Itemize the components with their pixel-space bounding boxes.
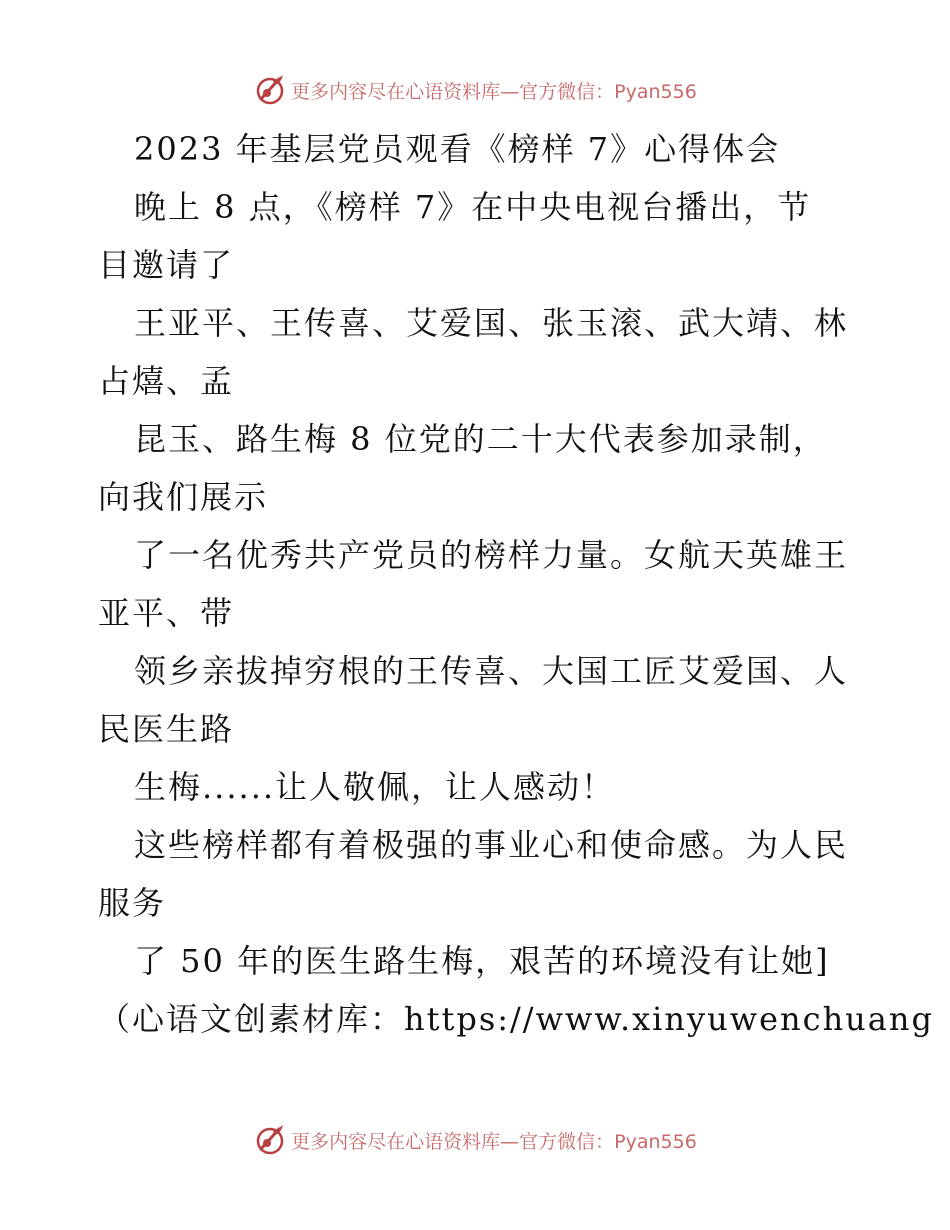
document-line: 了一名优秀共产党员的榜样力量。女航天英雄王	[134, 536, 849, 574]
header-banner	[0, 70, 950, 110]
document-line: 晚上 8 点，《榜样 7》在中央电视台播出，节	[134, 188, 812, 226]
footer-banner	[0, 1120, 950, 1160]
document-body	[98, 120, 934, 1048]
document-line: 了 50 年的医生路生梅，艰苦的环境没有让她]	[134, 942, 830, 980]
banner-text: 更多内容尽在心语资料库—官方微信：Pyan556	[291, 80, 697, 103]
document-line: 生梅......让人敬佩，让人感动！	[134, 768, 616, 806]
document-line: 这些榜样都有着极强的事业心和使命感。为人民	[134, 826, 849, 864]
document-line: 昆玉、路生梅 8 位党的二十大代表参加录制，	[134, 420, 827, 458]
document-line: 王亚平、王传喜、艾爱国、张玉滚、武大靖、林	[134, 304, 849, 342]
document-line: 向我们展示	[98, 478, 269, 516]
quill-pen-seal-icon	[253, 1123, 287, 1157]
document-line: 领乡亲拔掉穷根的王传喜、大国工匠艾爱国、人	[134, 652, 849, 690]
banner-text: 更多内容尽在心语资料库—官方微信：Pyan556	[291, 1130, 697, 1153]
document-line: 亚平、带	[98, 594, 235, 632]
document-line: 占熺、孟	[98, 362, 235, 400]
document-line: 目邀请了	[98, 246, 235, 284]
document-line: 民医生路	[98, 710, 235, 748]
document-line: （心语文创素材库：https://www.xinyuwenchuang	[98, 1000, 934, 1038]
document-line: 2023 年基层党员观看《榜样 7》心得体会	[134, 130, 781, 168]
document-line: 服务	[98, 884, 167, 922]
quill-pen-seal-icon	[253, 73, 287, 107]
